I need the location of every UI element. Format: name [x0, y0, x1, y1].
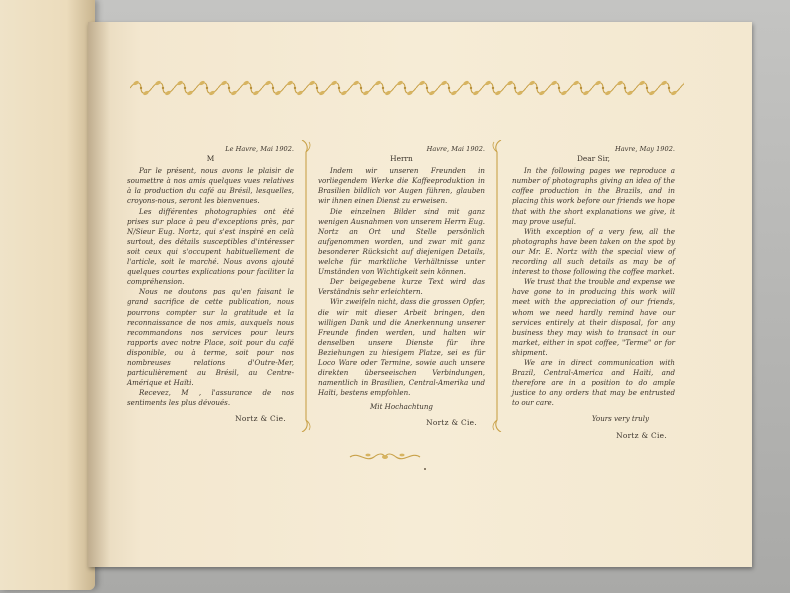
- column-divider-right: [490, 140, 504, 432]
- german-paragraph: Wir zweifeln nicht, dass die grossen Opfer, die wir mit dieser Arbeit bringen, den willigen Dank und die Anerkennung unserer Freunde finden werden, und halten wir denselben unsere Dienste für ihre Beziehungen zu hiesigem Platze, sei es für Loco Ware oder Termine, sowie auch unsere direkten überseeischen Verbindungen, namentlich in Brasilien, Central-Amerika und Haïti, bestens empfohlen.: [318, 297, 485, 398]
- german-dateline: Havre, Mai 1902.: [426, 145, 485, 153]
- french-dateline: Le Havre, Mai 1902.: [225, 145, 294, 153]
- left-page-edge: [0, 0, 95, 590]
- english-paragraph: We trust that the trouble and expense we have gone to in producing this work will meet with the appreciation of our friends, whom we need hardly remind have our services entirely at their disposal, for any business they may wish to transact in our market, either in spot coffee, "Terme" or for shipment.: [512, 277, 675, 357]
- french-paragraph: Nous ne doutons pas qu'en faisant le grand sacrifice de cette publication, nous pourrons compter sur la gratitude et la reconnaissance de nos amis, auxquels nous recommandons nos services pour leurs rapports avec notre Place, soit pour du café disponible, ou à terme, soit pour nos nombreuses relations d'Outre-Mer, particulièrement au Brésil, au Centre-Amérique et Haïti.: [127, 287, 294, 388]
- german-paragraph: Indem wir unseren Freunden in vorliegendem Werke die Kaffeeproduktion in Brasilien bildlich vor Augen führen, glauben wir ihnen einen Dienst zu erweisen.: [318, 166, 485, 206]
- english-signature: Nortz & Cie.: [616, 430, 667, 440]
- french-letter: [127, 144, 294, 425]
- french-signature: Nortz & Cie.: [235, 414, 286, 424]
- german-salutation: Herrn: [390, 154, 413, 164]
- english-letter: [512, 144, 675, 441]
- french-salutation: M: [206, 154, 215, 164]
- english-paragraph: We are in direct communication with Brazil, Central-America and Haïti, and therefore are in a position to do ample justice to any orders that may be entrusted to our care.: [512, 357, 675, 408]
- german-paragraph: Der beigegebene kurze Text wird das Verständnis sehr erleichtern.: [318, 277, 485, 297]
- floral-border-ornament: [130, 78, 684, 98]
- french-paragraph: Recevez, M , l'assurance de nos sentiments les plus dévoués.: [127, 388, 294, 408]
- column-divider-left: [299, 140, 313, 432]
- gutter-shadow: [88, 22, 110, 567]
- german-letter: [318, 144, 485, 429]
- german-closing: Mit Hochachtung: [370, 402, 433, 412]
- german-paragraph: Die einzelnen Bilder sind mit ganz wenigen Ausnahmen von unserem Herrn Eug. Nortz an Ort und Stelle persönlich aufgenommen worden, und zwar mit ganz besonderer Rücksicht auf diejenigen Details, welche für marktliche Verhältnisse unter Umständen von Wichtigkeit sein können.: [318, 206, 485, 277]
- english-dateline: Havre, May 1902.: [614, 145, 675, 153]
- english-paragraph: With exception of a very few, all the photographs have been taken on the spot by our Mr. E. Nortz with the special view of recording all such details as may be of interest to those following the coffee market.: [512, 226, 675, 277]
- small-floral-ornament: [348, 450, 422, 464]
- english-paragraph: In the following pages we reproduce a number of photographs giving an idea of the coffee production in the Brazils, and in placing this work before our friends we hope that with the short explanations we give, it may prove useful.: [512, 166, 675, 226]
- english-salutation: Dear Sir,: [576, 154, 611, 164]
- page-speck: [424, 468, 426, 470]
- german-signature: Nortz & Cie.: [426, 418, 477, 428]
- french-paragraph: Par le présent, nous avons le plaisir de soumettre à nos amis quelques vues relatives à la production du café au Brésil, lesquelles, croyons-nous, seront les bienvenues.: [127, 166, 294, 206]
- english-closing: Yours very truly: [591, 414, 649, 424]
- french-paragraph: Les différentes photographies ont été prises sur place à peu d'exceptions près, par N/Sieur Eug. Nortz, qui s'est inspiré en celà surtout, des détails susceptibles d'intéresser soit ceux qui s'occupent habituellement de l'article, soit le marché. Nous avons ajouté quelques courtes explications pour faciliter la compréhension.: [127, 206, 294, 287]
